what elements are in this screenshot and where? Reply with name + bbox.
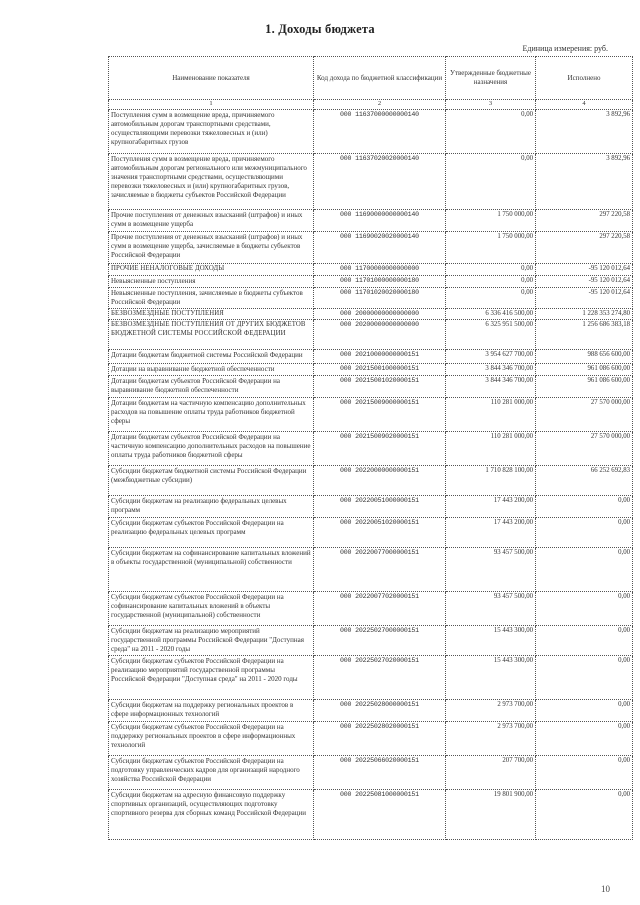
row-executed-cell: 0,00 (536, 756, 633, 790)
table-row (109, 264, 633, 276)
row-name-cell: Дотации бюджетам на частичную компенсацию дополнительных расходов на повышение оплаты труда работников бюджетной сферы (109, 398, 314, 432)
row-name-cell: БЕЗВОЗМЕЗДНЫЕ ПОСТУПЛЕНИЯ (109, 308, 314, 320)
row-code-cell: 000 20200000000000000 (314, 320, 446, 350)
row-executed-cell: 3 892,96 (536, 154, 633, 210)
table-row (109, 722, 633, 756)
table-row (109, 656, 633, 700)
row-code-cell: 000 11690020020000140 (314, 232, 446, 264)
row-code-cell: 000 20225028000000151 (314, 700, 446, 722)
row-approved-cell: 3 844 346 700,00 (446, 364, 536, 376)
row-code-cell: 000 11701020020000180 (314, 287, 446, 308)
table-row (109, 320, 633, 350)
row-executed-cell: 0,00 (536, 518, 633, 548)
table-row (109, 466, 633, 496)
row-executed-cell: 3 892,96 (536, 110, 633, 154)
row-executed-cell: 27 570 000,00 (536, 432, 633, 466)
row-name-cell: Субсидии бюджетам субъектов Российской Федерации на поддержку региональных проектов в сфере информационных технологий (109, 722, 314, 756)
table-row (109, 308, 633, 320)
row-executed-cell: 0,00 (536, 722, 633, 756)
row-name-cell: Субсидии бюджетам на реализацию федеральных целевых программ (109, 496, 314, 518)
column-number: 3 (446, 100, 536, 110)
row-code-cell: 000 11637000000000140 (314, 110, 446, 154)
table-row (109, 496, 633, 518)
row-approved-cell: 110 281 000,00 (446, 432, 536, 466)
row-code-cell: 000 20225027000000151 (314, 626, 446, 656)
row-name-cell: Дотации бюджетам субъектов Российской Федерации на выравнивание бюджетной обеспеченности (109, 376, 314, 398)
row-name-cell: Невыясненные поступления, зачисляемые в бюджеты субъектов Российской Федерации (109, 287, 314, 308)
row-executed-cell: 0,00 (536, 656, 633, 700)
row-name-cell: Субсидии бюджетам на софинансирование капитальных вложений в объекты государственной (муниципальной) собственности (109, 548, 314, 592)
table-row (109, 364, 633, 376)
row-name-cell: Субсидии бюджетам субъектов Российской Федерации на реализацию федеральных целевых программ (109, 518, 314, 548)
row-executed-cell: 988 656 600,00 (536, 350, 633, 364)
row-code-cell: 000 20220000000000151 (314, 466, 446, 496)
row-code-cell: 000 20225066020000151 (314, 756, 446, 790)
row-approved-cell: 1 750 000,00 (446, 210, 536, 232)
row-name-cell: БЕЗВОЗМЕЗДНЫЕ ПОСТУПЛЕНИЯ ОТ ДРУГИХ БЮДЖЕТОВ БЮДЖЕТНОЙ СИСТЕМЫ РОССИЙСКОЙ ФЕДЕРАЦИИ (109, 320, 314, 350)
row-name-cell: ПРОЧИЕ НЕНАЛОГОВЫЕ ДОХОДЫ (109, 264, 314, 276)
column-number: 4 (536, 100, 633, 110)
row-code-cell: 000 20215001000000151 (314, 364, 446, 376)
row-code-cell: 000 20225081000000151 (314, 790, 446, 840)
table-row (109, 210, 633, 232)
row-executed-cell: 0,00 (536, 700, 633, 722)
row-code-cell: 000 20225028020000151 (314, 722, 446, 756)
column-header-approved: Утвержденные бюджетные назначения (446, 57, 536, 100)
row-approved-cell: 2 973 700,00 (446, 700, 536, 722)
row-code-cell: 000 20215001020000151 (314, 376, 446, 398)
row-approved-cell: 0,00 (446, 110, 536, 154)
row-approved-cell: 3 954 627 700,00 (446, 350, 536, 364)
row-name-cell: Дотации бюджетам субъектов Российской Федерации на частичную компенсацию дополнительных расходов на повышение оплаты труда работников бюджетной сферы (109, 432, 314, 466)
row-executed-cell: 961 086 600,00 (536, 364, 633, 376)
table-row (109, 790, 633, 840)
row-executed-cell: -95 120 012,64 (536, 275, 633, 287)
row-approved-cell: 15 443 300,00 (446, 626, 536, 656)
table-row (109, 110, 633, 154)
table-row (109, 756, 633, 790)
row-executed-cell: -95 120 012,64 (536, 264, 633, 276)
row-executed-cell: 27 570 000,00 (536, 398, 633, 432)
column-number: 2 (314, 100, 446, 110)
row-name-cell: Субсидии бюджетам бюджетной системы Российской Федерации (межбюджетные субсидии) (109, 466, 314, 496)
row-code-cell: 000 20220051020000151 (314, 518, 446, 548)
row-executed-cell: -95 120 012,64 (536, 287, 633, 308)
column-number-row (109, 100, 633, 110)
row-approved-cell: 93 457 500,00 (446, 592, 536, 626)
row-code-cell: 000 20215009000000151 (314, 398, 446, 432)
table-row (109, 376, 633, 398)
row-name-cell: Прочие поступления от денежных взысканий (штрафов) и иных сумм в возмещение ущерба, зачисляемые в бюджеты субъектов Российской Федерации (109, 232, 314, 264)
column-header-code: Код дохода по бюджетной классификации (314, 57, 446, 100)
table-row (109, 700, 633, 722)
table-row (109, 398, 633, 432)
table-row (109, 350, 633, 364)
row-code-cell: 000 11701000000000180 (314, 275, 446, 287)
row-code-cell: 000 20215009020000151 (314, 432, 446, 466)
units-label: Единица измерения: руб. (522, 44, 608, 53)
row-name-cell: Поступления сумм в возмещение вреда, причиняемого автомобильным дорогам регионального или межмуниципального значения транспортными средствами, осуществляющими перевозки тяжеловесных и (или) крупногабаритных грузов, зачисляемые в бюджеты субъектов Российской Федерации (109, 154, 314, 210)
row-executed-cell: 0,00 (536, 592, 633, 626)
row-name-cell: Невыясненные поступления (109, 275, 314, 287)
row-executed-cell: 961 086 600,00 (536, 376, 633, 398)
table-header-row (109, 57, 633, 100)
row-name-cell: Субсидии бюджетам субъектов Российской Федерации на подготовку управленческих кадров для организаций народного хозяйства Российской Федерации (109, 756, 314, 790)
income-table (108, 56, 633, 840)
row-approved-cell: 3 844 346 700,00 (446, 376, 536, 398)
row-code-cell: 000 20220077000000151 (314, 548, 446, 592)
row-executed-cell: 0,00 (536, 548, 633, 592)
row-code-cell: 000 11690000000000140 (314, 210, 446, 232)
row-approved-cell: 0,00 (446, 264, 536, 276)
row-approved-cell: 19 801 900,00 (446, 790, 536, 840)
row-approved-cell: 6 325 951 500,00 (446, 320, 536, 350)
table-row (109, 432, 633, 466)
row-code-cell: 000 20225027020000151 (314, 656, 446, 700)
table-row (109, 232, 633, 264)
table-row (109, 154, 633, 210)
row-approved-cell: 0,00 (446, 275, 536, 287)
row-code-cell: 000 20000000000000000 (314, 308, 446, 320)
column-number: 1 (109, 100, 314, 110)
column-header-name: Наименование показателя (109, 57, 314, 100)
row-name-cell: Субсидии бюджетам субъектов Российской Федерации на софинансирование капитальных вложений в объекты государственной (муниципальной) собственности (109, 592, 314, 626)
row-approved-cell: 17 443 200,00 (446, 496, 536, 518)
table-row (109, 287, 633, 308)
row-name-cell: Поступления сумм в возмещение вреда, причиняемого автомобильным дорогам транспортными средствами, осуществляющими перевозки тяжеловесных и (или) крупногабаритных грузов (109, 110, 314, 154)
row-executed-cell: 66 252 692,83 (536, 466, 633, 496)
row-approved-cell: 1 750 000,00 (446, 232, 536, 264)
page-number: 10 (601, 884, 610, 894)
row-approved-cell: 17 443 200,00 (446, 518, 536, 548)
row-executed-cell: 0,00 (536, 790, 633, 840)
row-approved-cell: 0,00 (446, 287, 536, 308)
row-approved-cell: 93 457 500,00 (446, 548, 536, 592)
row-name-cell: Субсидии бюджетам на адресную финансовую поддержку спортивных организаций, осуществляющих подготовку спортивного резерва для сборных команд Российской Федерации (109, 790, 314, 840)
row-code-cell: 000 20210000000000151 (314, 350, 446, 364)
row-executed-cell: 0,00 (536, 626, 633, 656)
table-row (109, 518, 633, 548)
row-approved-cell: 110 281 000,00 (446, 398, 536, 432)
row-code-cell: 000 20220077020000151 (314, 592, 446, 626)
row-executed-cell: 297 220,58 (536, 210, 633, 232)
column-header-executed: Исполнено (536, 57, 633, 100)
row-name-cell: Дотации бюджетам бюджетной системы Российской Федерации (109, 350, 314, 364)
row-name-cell: Субсидии бюджетам субъектов Российской Федерации на реализацию мероприятий государственной программы Российской Федерации "Доступная среда" на 2011 - 2020 годы (109, 656, 314, 700)
table-row (109, 548, 633, 592)
row-approved-cell: 1 710 828 100,00 (446, 466, 536, 496)
row-executed-cell: 1 228 353 274,80 (536, 308, 633, 320)
row-executed-cell: 297 220,58 (536, 232, 633, 264)
row-approved-cell: 207 700,00 (446, 756, 536, 790)
row-approved-cell: 0,00 (446, 154, 536, 210)
row-code-cell: 000 11700000000000000 (314, 264, 446, 276)
row-executed-cell: 1 256 686 383,18 (536, 320, 633, 350)
row-executed-cell: 0,00 (536, 496, 633, 518)
table-body (109, 110, 633, 840)
row-name-cell: Субсидии бюджетам на реализацию мероприятий государственной программы Российской Федерации "Доступная среда" на 2011 - 2020 годы (109, 626, 314, 656)
row-name-cell: Субсидии бюджетам на поддержку региональных проектов в сфере информационных технологий (109, 700, 314, 722)
table-row (109, 275, 633, 287)
table-row (109, 592, 633, 626)
row-approved-cell: 15 443 300,00 (446, 656, 536, 700)
row-name-cell: Дотации на выравнивание бюджетной обеспеченности (109, 364, 314, 376)
section-title: 1. Доходы бюджета (265, 22, 375, 36)
row-approved-cell: 6 336 416 500,00 (446, 308, 536, 320)
table-row (109, 626, 633, 656)
row-code-cell: 000 20220051000000151 (314, 496, 446, 518)
row-approved-cell: 2 973 700,00 (446, 722, 536, 756)
row-code-cell: 000 11637020020000140 (314, 154, 446, 210)
row-name-cell: Прочие поступления от денежных взысканий (штрафов) и иных сумм в возмещение ущерба (109, 210, 314, 232)
